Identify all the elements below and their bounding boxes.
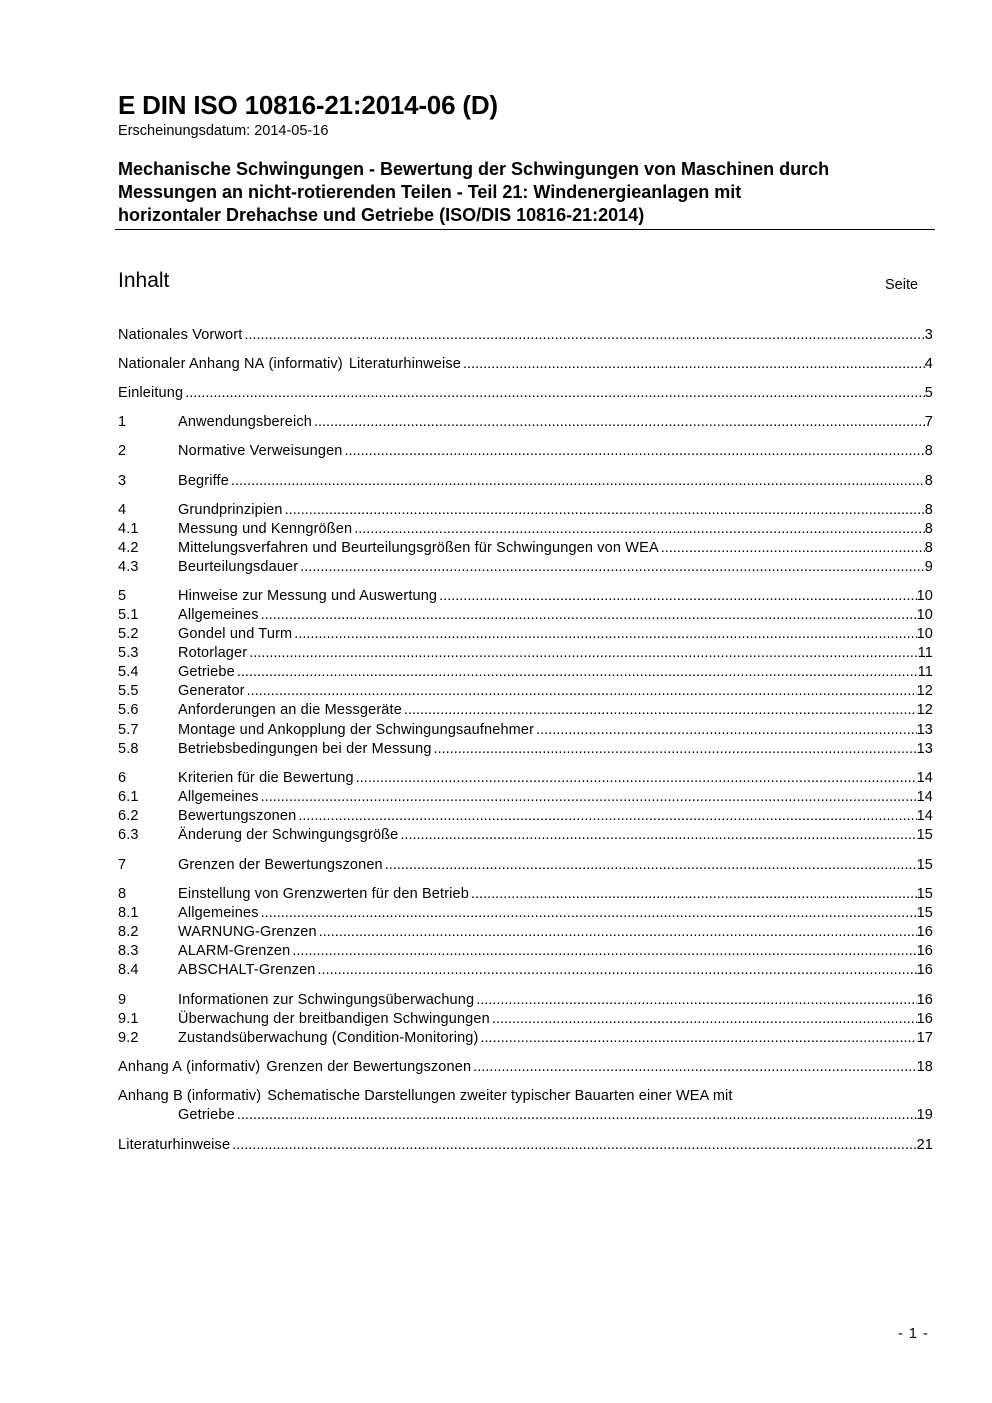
toc-entry[interactable] [118, 500, 933, 520]
toc-entry[interactable] [118, 519, 933, 539]
toc-entry[interactable] [118, 605, 933, 625]
toc-entry-page: 8 [924, 502, 933, 518]
toc-leader [492, 1009, 917, 1029]
toc-entry[interactable] [118, 1009, 933, 1029]
toc-entry[interactable] [118, 700, 933, 720]
toc-entry-page: 18 [916, 1059, 933, 1075]
toc-entry-number: 5.3 [118, 645, 139, 661]
toc-entry-number: 5.6 [118, 702, 139, 718]
toc-entry-page: 13 [916, 722, 933, 738]
toc-heading: Inhalt [118, 269, 170, 292]
toc-entry-page: 16 [916, 992, 933, 1008]
toc-entry[interactable] [118, 681, 933, 701]
toc-entry-page: 21 [916, 1137, 933, 1153]
toc-entry[interactable] [118, 739, 933, 759]
toc-entry[interactable] [118, 1057, 933, 1077]
toc-entry[interactable] [118, 884, 933, 904]
toc-entry-page: 16 [916, 924, 933, 940]
toc-entry[interactable] [118, 720, 933, 740]
toc-entry-number: 6.2 [118, 808, 139, 824]
toc-leader [261, 787, 917, 807]
toc-entry-page: 8 [924, 521, 933, 537]
toc-entry-title: Allgemeines [178, 905, 259, 921]
toc-entry-title: Betriebsbedingungen bei der Messung [178, 741, 432, 757]
toc-entry-title: Zustandsüberwachung (Condition-Monitoring) [178, 1030, 479, 1046]
toc-entry[interactable] [118, 960, 933, 980]
toc-entry-number: 6 [118, 770, 127, 786]
toc-entry[interactable] [118, 1135, 933, 1155]
toc-leader [404, 700, 917, 720]
toc-entry-page: 14 [916, 789, 933, 805]
toc-entry[interactable] [118, 855, 933, 875]
toc-entry-note: (informativ) [186, 1059, 261, 1075]
toc-entry-number: 5.1 [118, 607, 139, 623]
toc-entry-note: (informativ) [268, 356, 343, 372]
toc-entry-subtitle: Schematische Darstellungen zweiter typischer Bauarten einer WEA mit [267, 1088, 733, 1104]
toc-entry-page: 16 [916, 1011, 933, 1027]
toc-entry-number: 9.1 [118, 1011, 139, 1027]
toc-leader [292, 941, 916, 961]
toc-entry-title: Anhang A [118, 1059, 183, 1075]
toc-leader [463, 354, 925, 374]
toc-entry-page: 19 [916, 1107, 933, 1123]
toc-entry-title: Bewertungszonen [178, 808, 297, 824]
document-title-line: horizontaler Drehachse und Getriebe (ISO/DIS 10816-21:2014) [118, 205, 645, 225]
toc-leader [439, 586, 916, 606]
toc-entry-number: 4 [118, 502, 127, 518]
toc-entry-title: Getriebe [178, 664, 235, 680]
toc-leader [536, 720, 916, 740]
toc-entry-title: Montage und Ankopplung der Schwingungsaufnehmer [178, 722, 535, 738]
toc-entry-title: Allgemeines [178, 607, 259, 623]
toc-leader [249, 643, 917, 663]
toc-entry-page: 17 [916, 1030, 933, 1046]
document-title-line: Messungen an nicht-rotierenden Teilen - Teil 21: Windenergieanlagen mit [118, 182, 742, 202]
toc-entry-title: ABSCHALT-Grenzen [178, 962, 316, 978]
toc-entry[interactable] [118, 586, 933, 606]
toc-entry-page: 8 [924, 443, 933, 459]
toc-entry-page: 10 [916, 588, 933, 604]
toc-entry-number: 6.1 [118, 789, 139, 805]
toc-entry[interactable] [118, 624, 933, 644]
toc-entry-page: 12 [916, 683, 933, 699]
toc-leader [314, 412, 925, 432]
toc-entry-title: Änderung der Schwingungsgröße [178, 827, 399, 843]
toc-leader [244, 325, 924, 345]
toc-entry-title: Allgemeines [178, 789, 259, 805]
toc-entry-page: 3 [924, 327, 933, 343]
toc-entry-number: 5.5 [118, 683, 139, 699]
toc-entry-title: Anhang B [118, 1088, 183, 1104]
toc-entry-page: 10 [916, 607, 933, 623]
page-number: - 1 - [898, 1326, 929, 1342]
toc-entry-number: 9 [118, 992, 127, 1008]
toc-entry-title: Begriffe [178, 473, 229, 489]
toc-entry-number: 8 [118, 886, 127, 902]
toc-entry[interactable] [118, 941, 933, 961]
toc-entry-number: 9.2 [118, 1030, 139, 1046]
toc-entry-page: 16 [916, 943, 933, 959]
toc-entry[interactable] [118, 557, 933, 577]
toc-entry-number: 5.2 [118, 626, 139, 642]
toc-entry-title: ALARM-Grenzen [178, 943, 291, 959]
toc-leader [247, 681, 917, 701]
toc-entry-title: Normative Verweisungen [178, 443, 343, 459]
toc-entry-continuation[interactable] [118, 1105, 933, 1125]
toc-entry-number: 3 [118, 473, 127, 489]
toc-entry-page: 15 [916, 886, 933, 902]
document-title-line: Mechanische Schwingungen - Bewertung der Schwingungen von Maschinen durch [118, 159, 830, 179]
toc-entry-title: Einstellung von Grenzwerten für den Betrieb [178, 886, 469, 902]
toc-entry[interactable] [118, 325, 933, 345]
toc-entry-page: 15 [916, 857, 933, 873]
toc-leader [261, 903, 917, 923]
toc-entry-title: Einleitung [118, 385, 184, 401]
toc-leader [232, 1135, 916, 1155]
toc-entry[interactable] [118, 538, 933, 558]
toc-entry-page: 13 [916, 741, 933, 757]
toc-leader [231, 471, 925, 491]
toc-entry-title: Überwachung der breitbandigen Schwingungen [178, 1011, 490, 1027]
toc-entry[interactable] [118, 825, 933, 845]
toc-leader [185, 383, 925, 403]
toc-entry-title: Nationaler Anhang NA [118, 356, 265, 372]
toc-leader [318, 960, 917, 980]
toc-entry-number: 8.1 [118, 905, 139, 921]
toc-entry-title: Grundprinzipien [178, 502, 283, 518]
toc-entry-title: Hinweise zur Messung und Auswertung [178, 588, 438, 604]
toc-entry-number: 5.7 [118, 722, 139, 738]
toc-leader [476, 990, 916, 1010]
toc-leader [480, 1028, 916, 1048]
toc-entry[interactable] [118, 383, 933, 403]
toc-entry-page: 9 [924, 559, 933, 575]
toc-entry-note: (informativ) [186, 1088, 262, 1104]
toc-entry-page: 7 [924, 414, 933, 430]
toc-entry-page: 4 [924, 356, 933, 372]
toc-entry-number: 8.2 [118, 924, 139, 940]
toc-entry-page: 10 [916, 626, 933, 642]
toc-entry-number: 8.3 [118, 943, 139, 959]
toc-entry[interactable] [118, 354, 933, 374]
toc-leader [400, 825, 916, 845]
toc-entry-title: Nationales Vorwort [118, 327, 243, 343]
toc-entry-title: Literaturhinweise [118, 1137, 231, 1153]
toc-entry-page: 5 [924, 385, 933, 401]
toc-leader [261, 605, 917, 625]
toc-leader [354, 519, 925, 539]
toc-entry-title: Mittelungsverfahren und Beurteilungsgrößen für Schwingungen von WEA [178, 540, 659, 556]
toc-entry-page: 14 [916, 770, 933, 786]
toc-leader [285, 500, 925, 520]
toc-entry-page: 15 [916, 905, 933, 921]
toc-entry-number: 2 [118, 443, 127, 459]
toc-entry[interactable] [118, 662, 933, 682]
toc-entry-number: 4.3 [118, 559, 139, 575]
toc-leader [298, 806, 916, 826]
toc-leader [473, 1057, 916, 1077]
toc-entry-subtitle: Grenzen der Bewertungszonen [266, 1059, 472, 1075]
toc-entry-title: Informationen zur Schwingungsüberwachung [178, 992, 475, 1008]
toc-entry-number: 6.3 [118, 827, 139, 843]
toc-entry-title: Anwendungsbereich [178, 414, 312, 430]
toc-leader [300, 557, 925, 577]
doc-code: E DIN ISO 10816-21:2014-06 (D) [118, 90, 498, 120]
toc-entry[interactable] [118, 1028, 933, 1048]
toc-entry[interactable] [118, 768, 933, 788]
toc-leader [356, 768, 917, 788]
toc-entry-number: 4.2 [118, 540, 139, 556]
toc-entry[interactable] [118, 990, 933, 1010]
toc-entry-title: Getriebe [178, 1107, 235, 1123]
toc-entry-title: Gondel und Turm [178, 626, 293, 642]
toc-entry-number: 1 [118, 414, 127, 430]
table-of-contents [118, 0, 933, 1403]
toc-entry-title: Rotorlager [178, 645, 248, 661]
toc-entry-page: 16 [916, 962, 933, 978]
toc-entry-title: Kriterien für die Bewertung [178, 770, 354, 786]
toc-entry[interactable] [118, 903, 933, 923]
toc-entry-page: 8 [924, 473, 933, 489]
toc-entry[interactable] [118, 441, 933, 461]
toc-entry-title: Generator [178, 683, 245, 699]
toc-leader [237, 662, 918, 682]
toc-leader [471, 884, 917, 904]
toc-entry-title: WARNUNG-Grenzen [178, 924, 317, 940]
toc-entry-number: 8.4 [118, 962, 139, 978]
toc-page-column-label: Seite [885, 277, 919, 293]
toc-entry-number: 5 [118, 588, 127, 604]
toc-entry-title: Messung und Kenngrößen [178, 521, 353, 537]
publication-date: Erscheinungsdatum: 2014-05-16 [118, 123, 329, 139]
toc-entry-page: 11 [917, 645, 933, 661]
toc-entry-page: 14 [916, 808, 933, 824]
toc-entry-page: 11 [917, 664, 933, 680]
toc-entry-title: Beurteilungsdauer [178, 559, 299, 575]
toc-leader [385, 855, 917, 875]
toc-leader [345, 441, 925, 461]
toc-entry[interactable] [118, 412, 933, 432]
toc-entry-title: Anforderungen an die Messgeräte [178, 702, 402, 718]
toc-entry-number: 4.1 [118, 521, 139, 537]
toc-entry[interactable] [118, 643, 933, 663]
toc-leader [237, 1105, 917, 1125]
toc-entry[interactable] [118, 787, 933, 807]
toc-entry-page: 12 [916, 702, 933, 718]
toc-entry-number: 5.8 [118, 741, 139, 757]
toc-entry-title: Grenzen der Bewertungszonen [178, 857, 383, 873]
toc-entry[interactable] [118, 471, 933, 491]
toc-entry-number: 7 [118, 857, 127, 873]
toc-entry-page: 15 [916, 827, 933, 843]
toc-entry-number: 5.4 [118, 664, 139, 680]
toc-leader [294, 624, 916, 644]
toc-entry[interactable] [118, 922, 933, 942]
toc-leader [434, 739, 917, 759]
toc-leader [661, 538, 925, 558]
toc-leader [319, 922, 917, 942]
toc-entry[interactable] [118, 806, 933, 826]
toc-entry[interactable] [118, 1086, 933, 1106]
toc-entry-subtitle: Literaturhinweise [348, 356, 461, 372]
toc-entry-page: 8 [924, 540, 933, 556]
